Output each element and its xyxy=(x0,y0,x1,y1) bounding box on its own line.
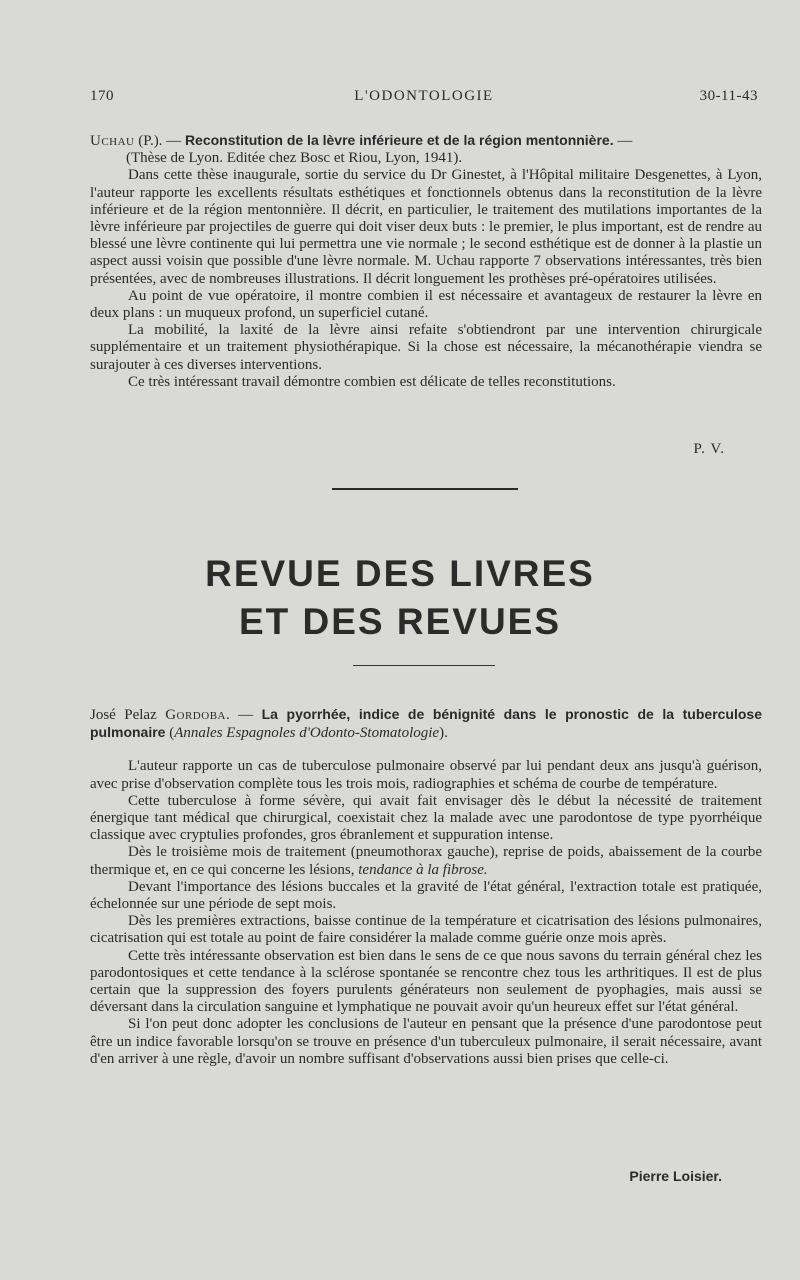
section-title xyxy=(0,550,800,646)
author-name: Uchau xyxy=(90,133,135,149)
journal-title: L'ODONTOLOGIE xyxy=(354,88,494,104)
divider xyxy=(353,665,495,666)
author-initial: (P.). — xyxy=(134,133,185,149)
paragraph xyxy=(90,844,762,878)
signature: P. V. xyxy=(693,441,725,457)
title-dash: — xyxy=(613,133,633,149)
source-close: ). xyxy=(439,725,448,742)
paragraph-text: Dès le troisième mois de traitement (pneumothorax gauche), reprise de poids, abaissement de la courbe thermique et, en ce qui concerne les lésions, xyxy=(90,844,762,878)
section-title-line: REVUE DES LIVRES xyxy=(205,553,595,594)
signature: Pierre Loisier. xyxy=(629,1168,722,1184)
review-uchau xyxy=(90,132,762,391)
author-first: José Pelaz xyxy=(90,707,166,723)
paragraph: Ce très intéressant travail démontre combien est délicate de telles reconstitutions. xyxy=(128,373,616,390)
paragraph: Au point de vue opératoire, il montre combien il est nécessaire et avantageux de restaurer la lèvre en deux plans : un muqueux profond, un superficiel cutané. xyxy=(90,287,762,322)
citation-source: (Thèse de Lyon. Editée chez Bosc et Riou, Lyon, 1941). xyxy=(126,150,463,167)
section-title-line: ET DES REVUES xyxy=(238,601,562,642)
source-open: ( xyxy=(165,725,175,742)
citation xyxy=(90,706,762,742)
issue-date: 30-11-43 xyxy=(699,88,758,104)
paragraph: L'auteur rapporte un cas de tuberculose pulmonaire observé par lui pendant deux ans jusqu'à guérison, avec prise d'observation complète tous les trois mois, radiographies et schéma de courbe de température. xyxy=(90,758,762,792)
paragraph: Cette très intéressante observation est bien dans le sens de ce que nous savons du terrain général chez les parodontosiques et cette tendance à la sclérose spontanée se rencontre chez tous les arthritiques. Il est de plus certain que la suppression des foyers purulents générateurs non seulement de pyophagies, mais aussi se déversant dans la circulation sanguine et lymphatique ne pouvait avoir qu'un heureux effet sur l'état général. xyxy=(90,947,762,1016)
paragraph: Cette tuberculose à forme sévère, qui avait fait envisager dès le début la nécessité de traitement énergique tant médical que chirurgical, coexistait chez la malade avec une parodontose de type pyorrhéique classique avec cryptulies profondes, gros ébranlement et suppuration intense. xyxy=(90,792,762,844)
author-dash: . — xyxy=(225,707,262,723)
page-header xyxy=(90,88,758,112)
paragraph: La mobilité, la laxité de la lèvre ainsi refaite s'obtiendront par une intervention chirurgicale supplémentaire et un traitement physiothérapique. Si la chose est nécessaire, la mécanothérapie viendra se surajouter à ces diverses interventions. xyxy=(90,322,762,373)
paragraph: Si l'on peut donc adopter les conclusions de l'auteur en pensant que la présence d'une parodontose peut être un indice favorable lorsqu'on se trouve en présence d'un tuberculeux pulmonaire, il serait nécessaire, avant d'en arriver à une règle, d'avoir un nombre suffisant d'observations aussi bien prises que celle-ci. xyxy=(90,1016,762,1067)
paragraph-italic: tendance à la fibrose. xyxy=(358,861,488,878)
divider xyxy=(332,488,518,490)
citation xyxy=(90,132,762,150)
article-title: Reconstitution de la lèvre inférieure et de la région mentonnière. xyxy=(184,132,614,148)
page-number: 170 xyxy=(90,88,114,104)
paragraph: Dès les premières extractions, baisse continue de la température et cicatrisation des lésions pulmonaires, cicatrisation qui est totale au point de faire considérer la malade comme guérie onze mois après. xyxy=(90,913,762,947)
review-gordoba xyxy=(90,706,762,1068)
article-title: La pyorrhée, indice de bénignité dans le pronostic de la tuberculose pulmonaire xyxy=(90,706,762,741)
journal-source: Annales Espagnoles d'Odonto-Stomatologie xyxy=(174,725,440,742)
paragraph: Dans cette thèse inaugurale, sortie du service du Dr Ginestet, à l'Hôpital militaire Desgenettes, à Lyon, l'auteur rapporte les excellents résultats esthétiques et fonctionnels obtenus dans la reconstitution de la lèvre inférieure et de la région mentonnière. Il décrit, en particulier, le traitement des mutilations importantes de la lèvre inférieure par projectiles de guerre qui doit viser deux buts : le premier, le plus important, est de rendre au blessé une lèvre continente qui lui permettra une vie normale ; le second esthétique est de donner à la plastie un aspect aussi voisin que possible d'une lèvre normale. M. Uchau rapporte 7 observations intéressantes, très bien présentées, avec de nombreuses illustrations. Il décrit longuement les prothèses pré-opératoires utilisées. xyxy=(90,167,762,287)
paragraph: Devant l'importance des lésions buccales et la gravité de l'état général, l'extraction totale est pratiquée, échelonnée sur une période de sept mois. xyxy=(90,878,762,913)
author-last: Gordoba xyxy=(165,707,226,723)
